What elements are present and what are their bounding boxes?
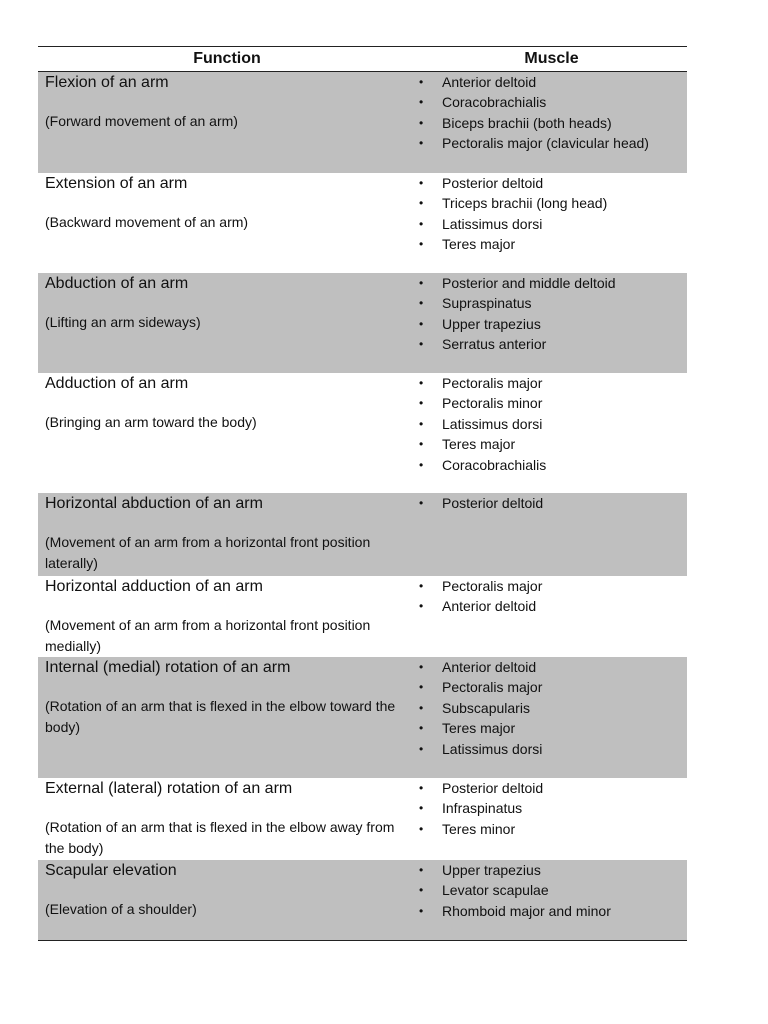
muscle-cell bbox=[416, 778, 687, 860]
muscle-list-item: • Teres minor bbox=[416, 819, 687, 839]
muscle-list-item: • Teres major bbox=[416, 234, 687, 254]
muscle-list-item: • Supraspinatus bbox=[416, 293, 687, 313]
table-row bbox=[38, 657, 687, 778]
function-title: Scapular elevation bbox=[45, 862, 177, 879]
muscle-list-item: • Upper trapezius bbox=[416, 860, 687, 880]
muscle-list-item: • Latissimus dorsi bbox=[416, 739, 687, 759]
muscle-cell bbox=[416, 173, 687, 273]
muscle-list-item: • Biceps brachii (both heads) bbox=[416, 113, 687, 133]
function-cell bbox=[38, 576, 416, 657]
muscle-cell bbox=[416, 860, 687, 940]
table-row bbox=[38, 860, 687, 940]
muscle-list-item: • Coracobrachialis bbox=[416, 92, 687, 112]
muscle-list bbox=[416, 373, 687, 475]
muscle-list-item: • Teres major bbox=[416, 718, 687, 738]
muscle-list bbox=[416, 273, 687, 355]
function-cell bbox=[38, 657, 416, 778]
muscle-list-item: • Subscapularis bbox=[416, 698, 687, 718]
muscle-list bbox=[416, 493, 687, 513]
function-title: Horizontal adduction of an arm bbox=[45, 578, 263, 595]
muscle-list-item: • Posterior and middle deltoid bbox=[416, 273, 687, 293]
function-cell bbox=[38, 493, 416, 576]
muscle-list-item: • Anterior deltoid bbox=[416, 657, 687, 677]
muscle-list-item: • Posterior deltoid bbox=[416, 778, 687, 798]
function-cell bbox=[38, 273, 416, 373]
muscle-list bbox=[416, 576, 687, 617]
table-row bbox=[38, 373, 687, 493]
muscle-list-item: • Posterior deltoid bbox=[416, 173, 687, 193]
table-row bbox=[38, 576, 687, 657]
function-title: Flexion of an arm bbox=[45, 74, 169, 91]
muscle-column-header: Muscle bbox=[524, 50, 579, 67]
muscle-list-item: • Pectoralis major bbox=[416, 677, 687, 697]
muscle-cell bbox=[416, 373, 687, 493]
table-row bbox=[38, 493, 687, 576]
function-description: (Rotation of an arm that is flexed in the elbow toward the body) bbox=[45, 698, 396, 735]
function-cell bbox=[38, 778, 416, 860]
function-title: Horizontal abduction of an arm bbox=[45, 495, 263, 512]
function-description: (Bringing an arm toward the body) bbox=[45, 414, 257, 430]
muscle-cell bbox=[416, 576, 687, 657]
function-cell bbox=[38, 860, 416, 940]
function-column-header: Function bbox=[193, 50, 261, 67]
function-cell bbox=[38, 373, 416, 493]
function-cell bbox=[38, 173, 416, 273]
function-cell bbox=[38, 72, 416, 173]
muscle-list-item: • Pectoralis major bbox=[416, 373, 687, 393]
muscle-list-item: • Upper trapezius bbox=[416, 314, 687, 334]
function-description: (Movement of an arm from a horizontal front position medially) bbox=[45, 617, 371, 654]
muscle-list-item: • Infraspinatus bbox=[416, 798, 687, 818]
table-row bbox=[38, 173, 687, 273]
muscle-list-item: • Pectoralis major bbox=[416, 576, 687, 596]
function-description: (Movement of an arm from a horizontal front position laterally) bbox=[45, 534, 371, 571]
muscle-list-item: • Levator scapulae bbox=[416, 880, 687, 900]
muscle-list-item: • Pectoralis major (clavicular head) bbox=[416, 133, 687, 153]
muscle-cell bbox=[416, 273, 687, 373]
table-row bbox=[38, 273, 687, 373]
muscle-list-item: • Anterior deltoid bbox=[416, 72, 687, 92]
function-title: Adduction of an arm bbox=[45, 375, 189, 392]
muscle-list-item: • Coracobrachialis bbox=[416, 455, 687, 475]
muscle-list-item: • Anterior deltoid bbox=[416, 596, 687, 616]
function-description: (Elevation of a shoulder) bbox=[45, 901, 197, 917]
function-description: (Lifting an arm sideways) bbox=[45, 314, 201, 330]
muscle-cell bbox=[416, 657, 687, 778]
muscle-list bbox=[416, 778, 687, 839]
muscle-list-item: • Latissimus dorsi bbox=[416, 414, 687, 434]
function-title: Internal (medial) rotation of an arm bbox=[45, 659, 291, 676]
muscle-list bbox=[416, 860, 687, 921]
function-title: Extension of an arm bbox=[45, 175, 188, 192]
function-description: (Forward movement of an arm) bbox=[45, 113, 238, 129]
muscle-list-item: • Rhomboid major and minor bbox=[416, 901, 687, 921]
table-row bbox=[38, 72, 687, 173]
table-body bbox=[38, 72, 687, 940]
muscle-list-item: • Pectoralis minor bbox=[416, 393, 687, 413]
muscle-list-item: • Teres major bbox=[416, 434, 687, 454]
muscle-list bbox=[416, 173, 687, 255]
function-description: (Rotation of an arm that is flexed in the elbow away from the body) bbox=[45, 819, 395, 856]
muscle-list-item: • Triceps brachii (long head) bbox=[416, 193, 687, 213]
muscle-cell bbox=[416, 493, 687, 576]
table-row bbox=[38, 778, 687, 860]
muscle-cell bbox=[416, 72, 687, 173]
muscle-function-table bbox=[38, 46, 687, 941]
table-header bbox=[38, 47, 687, 72]
muscle-list bbox=[416, 657, 687, 759]
muscle-list-item: • Latissimus dorsi bbox=[416, 214, 687, 234]
muscle-list-item: • Posterior deltoid bbox=[416, 493, 687, 513]
muscle-list bbox=[416, 72, 687, 154]
function-title: Abduction of an arm bbox=[45, 275, 189, 292]
muscle-list-item: • Serratus anterior bbox=[416, 334, 687, 354]
function-description: (Backward movement of an arm) bbox=[45, 214, 249, 230]
function-title: External (lateral) rotation of an arm bbox=[45, 780, 293, 797]
